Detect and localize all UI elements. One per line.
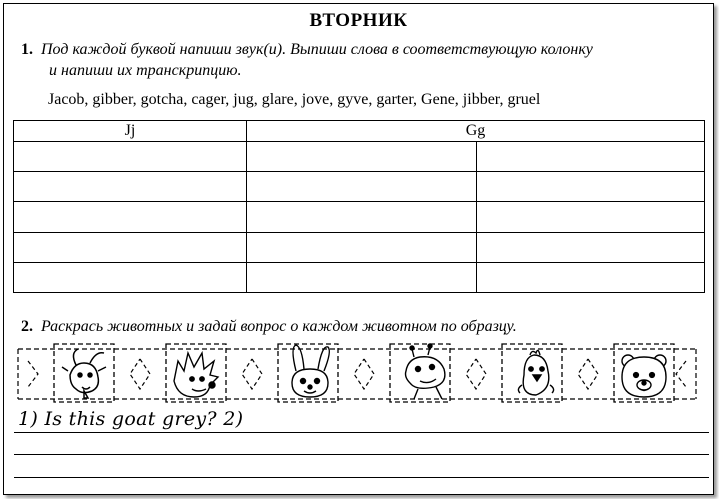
goat-icon[interactable] xyxy=(62,349,106,398)
task-2-instruction xyxy=(21,316,517,337)
word-list: Jacob, gibber, gotcha, cager, jug, glare, jove, gyve, garter, Gene, jibber, gruel xyxy=(48,91,541,108)
chick-icon[interactable] xyxy=(518,350,553,395)
handwritten-answer: 1) Is this goat grey? 2) xyxy=(18,408,244,430)
sorting-table xyxy=(13,120,705,293)
table-cell[interactable] xyxy=(477,262,705,292)
worksheet-page xyxy=(3,3,714,495)
answer-line[interactable] xyxy=(14,477,709,478)
answer-line[interactable] xyxy=(14,454,709,455)
table-row xyxy=(14,262,705,292)
table-cell[interactable] xyxy=(477,172,705,202)
table-cell[interactable] xyxy=(247,142,477,172)
column-header-jj: Jj xyxy=(14,121,247,142)
table-row xyxy=(14,142,705,172)
table-row xyxy=(14,232,705,262)
table-cell[interactable] xyxy=(477,202,705,232)
task-2-text: Раскрась животных и задай вопрос о каждом животном по образцу. xyxy=(41,318,517,335)
giraffe-icon[interactable] xyxy=(406,344,445,399)
table-row xyxy=(14,202,705,232)
table-header-row xyxy=(14,121,705,142)
task-1-text-line1: Под каждой буквой напиши звук(и). Выпиши слова в соответствующую колонку xyxy=(41,41,593,58)
ribbon-frame xyxy=(18,349,696,399)
table-cell[interactable] xyxy=(14,172,247,202)
table-cell[interactable] xyxy=(247,232,477,262)
table-cell[interactable] xyxy=(247,202,477,232)
task-1-instruction xyxy=(21,39,701,81)
table-cell[interactable] xyxy=(14,232,247,262)
task-1-text-line2: и напиши их транскрипцию. xyxy=(49,62,242,79)
animal-strip xyxy=(12,341,702,407)
column-header-gg: Gg xyxy=(247,121,705,142)
table-cell[interactable] xyxy=(14,262,247,292)
table-cell[interactable] xyxy=(477,142,705,172)
task-1-number: 1. xyxy=(21,41,33,58)
task-2-number: 2. xyxy=(21,318,33,335)
hedgehog-icon[interactable] xyxy=(174,353,218,397)
zigzag-decorations xyxy=(28,359,686,389)
answer-line[interactable] xyxy=(14,432,709,433)
table-cell[interactable] xyxy=(14,202,247,232)
table-cell[interactable] xyxy=(477,232,705,262)
table-cell[interactable] xyxy=(247,172,477,202)
table-cell[interactable] xyxy=(14,142,247,172)
page-title: ВТОРНИК xyxy=(309,10,408,31)
animal-frames xyxy=(54,344,674,402)
table-row xyxy=(14,172,705,202)
rabbit-icon[interactable] xyxy=(292,345,329,397)
bear-icon[interactable] xyxy=(622,355,666,397)
table-cell[interactable] xyxy=(247,262,477,292)
